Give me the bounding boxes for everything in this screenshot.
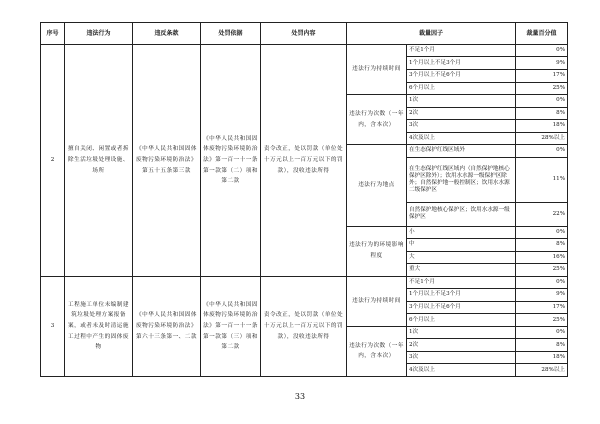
header-penalty-content: 处罚内容 bbox=[261, 23, 347, 45]
factor-percentage: 9% bbox=[516, 289, 568, 302]
factor-item: 3个月以上不足6个月 bbox=[407, 301, 516, 314]
factor-item: 2次 bbox=[407, 107, 516, 120]
row-seq: 2 bbox=[41, 44, 65, 276]
row-behavior: 工程施工单位未编制建筑垃圾处理方案报备案，或者未及时清运施工过程中产生的固体废物 bbox=[65, 276, 133, 376]
factor-item: 3个月以上不足6个月 bbox=[407, 70, 516, 83]
factor-percentage: 8% bbox=[516, 107, 568, 120]
row-penalty-basis: 《中华人民共和国固体废物污染环境防治法》第一百一十一条第一款第（三）项和第二款 bbox=[201, 276, 261, 376]
factor-percentage: 17% bbox=[516, 70, 568, 83]
factor-percentage: 28%以上 bbox=[516, 132, 568, 145]
factor-item: 1个月以上不足3个月 bbox=[407, 57, 516, 70]
factor-percentage: 25% bbox=[516, 264, 568, 277]
row-seq: 3 bbox=[41, 276, 65, 376]
factor-item: 重大 bbox=[407, 264, 516, 277]
row-penalty-content: 责令改正，处以罚款（单位处十万元以上一百万元以下的罚款），没收违法所得 bbox=[261, 276, 347, 376]
factor-name: 违法行为地点 bbox=[347, 145, 407, 226]
factor-item: 6个月以上 bbox=[407, 82, 516, 95]
page-number: 33 bbox=[294, 392, 306, 401]
header-seq: 序号 bbox=[41, 23, 65, 45]
factor-item: 1次 bbox=[407, 326, 516, 339]
factor-percentage: 8% bbox=[516, 339, 568, 352]
factor-item: 6个月以上 bbox=[407, 314, 516, 327]
header-row bbox=[41, 23, 568, 45]
factor-item: 不足1个月 bbox=[407, 44, 516, 57]
factor-name: 违法行为持续时间 bbox=[347, 44, 407, 94]
row-behavior: 擅自关闭、闲置或者拆除生活垃圾处理设施、场所 bbox=[65, 44, 133, 276]
discretion-table bbox=[40, 22, 568, 377]
factor-percentage: 0% bbox=[516, 226, 568, 239]
factor-percentage: 17% bbox=[516, 301, 568, 314]
factor-item: 大 bbox=[407, 251, 516, 264]
row-violated-clause: 《中华人民共和国固体废物污染环境防治法》第六十三条第一、二款 bbox=[133, 276, 201, 376]
factor-percentage: 0% bbox=[516, 276, 568, 289]
factor-name: 违法行为的环境影响程度 bbox=[347, 226, 407, 276]
factor-percentage: 0% bbox=[516, 145, 568, 158]
header-penalty-basis: 处罚依据 bbox=[201, 23, 261, 45]
factor-item: 在生态保护红线区域外 bbox=[407, 145, 516, 158]
factor-item: 2次 bbox=[407, 339, 516, 352]
factor-item: 不足1个月 bbox=[407, 276, 516, 289]
header-factors: 裁量因子 bbox=[347, 23, 516, 45]
factor-name: 违法行为次数（一年内，含本次） bbox=[347, 326, 407, 376]
header-behavior: 违法行为 bbox=[65, 23, 133, 45]
factor-item: 1个月以上不足3个月 bbox=[407, 289, 516, 302]
factor-percentage: 9% bbox=[516, 57, 568, 70]
factor-item: 3次 bbox=[407, 120, 516, 133]
row-violated-clause: 《中华人民共和国固体废物污染环境防治法》第五十五条第三款 bbox=[133, 44, 201, 276]
row-penalty-content: 责令改正，处以罚款（单位处十万元以上一百万元以下的罚款），没收违法所得 bbox=[261, 44, 347, 276]
factor-name: 违法行为次数（一年内，含本次） bbox=[347, 95, 407, 145]
factor-name: 违法行为持续时间 bbox=[347, 276, 407, 326]
factor-percentage: 0% bbox=[516, 95, 568, 108]
factor-percentage: 16% bbox=[516, 251, 568, 264]
factor-item: 在生态保护红线区域内（自然保护地核心保护区除外）；饮用水水源一级保护区除外；自然保护地一般控制区；饮用水水源二级保护区 bbox=[407, 157, 516, 202]
header-violated-clause: 违反条款 bbox=[133, 23, 201, 45]
factor-percentage: 28%以上 bbox=[516, 364, 568, 377]
row-penalty-basis: 《中华人民共和国固体废物污染环境防治法》第一百一十一条第一款第（二）项和第二款 bbox=[201, 44, 261, 276]
factor-percentage: 0% bbox=[516, 44, 568, 57]
table-row bbox=[41, 44, 568, 57]
factor-item: 自然保护地核心保护区；饮用水水源一级保护区 bbox=[407, 203, 516, 226]
factor-item: 4次及以上 bbox=[407, 364, 516, 377]
factor-percentage: 11% bbox=[516, 157, 568, 202]
table-row bbox=[41, 276, 568, 289]
header-percentage: 裁量百分值 bbox=[516, 23, 568, 45]
factor-percentage: 8% bbox=[516, 239, 568, 252]
factor-item: 中 bbox=[407, 239, 516, 252]
factor-item: 小 bbox=[407, 226, 516, 239]
factor-item: 3次 bbox=[407, 351, 516, 364]
factor-percentage: 18% bbox=[516, 120, 568, 133]
factor-percentage: 25% bbox=[516, 314, 568, 327]
factor-percentage: 22% bbox=[516, 203, 568, 226]
factor-item: 1次 bbox=[407, 95, 516, 108]
factor-percentage: 18% bbox=[516, 351, 568, 364]
factor-percentage: 0% bbox=[516, 326, 568, 339]
factor-item: 4次及以上 bbox=[407, 132, 516, 145]
factor-percentage: 25% bbox=[516, 82, 568, 95]
